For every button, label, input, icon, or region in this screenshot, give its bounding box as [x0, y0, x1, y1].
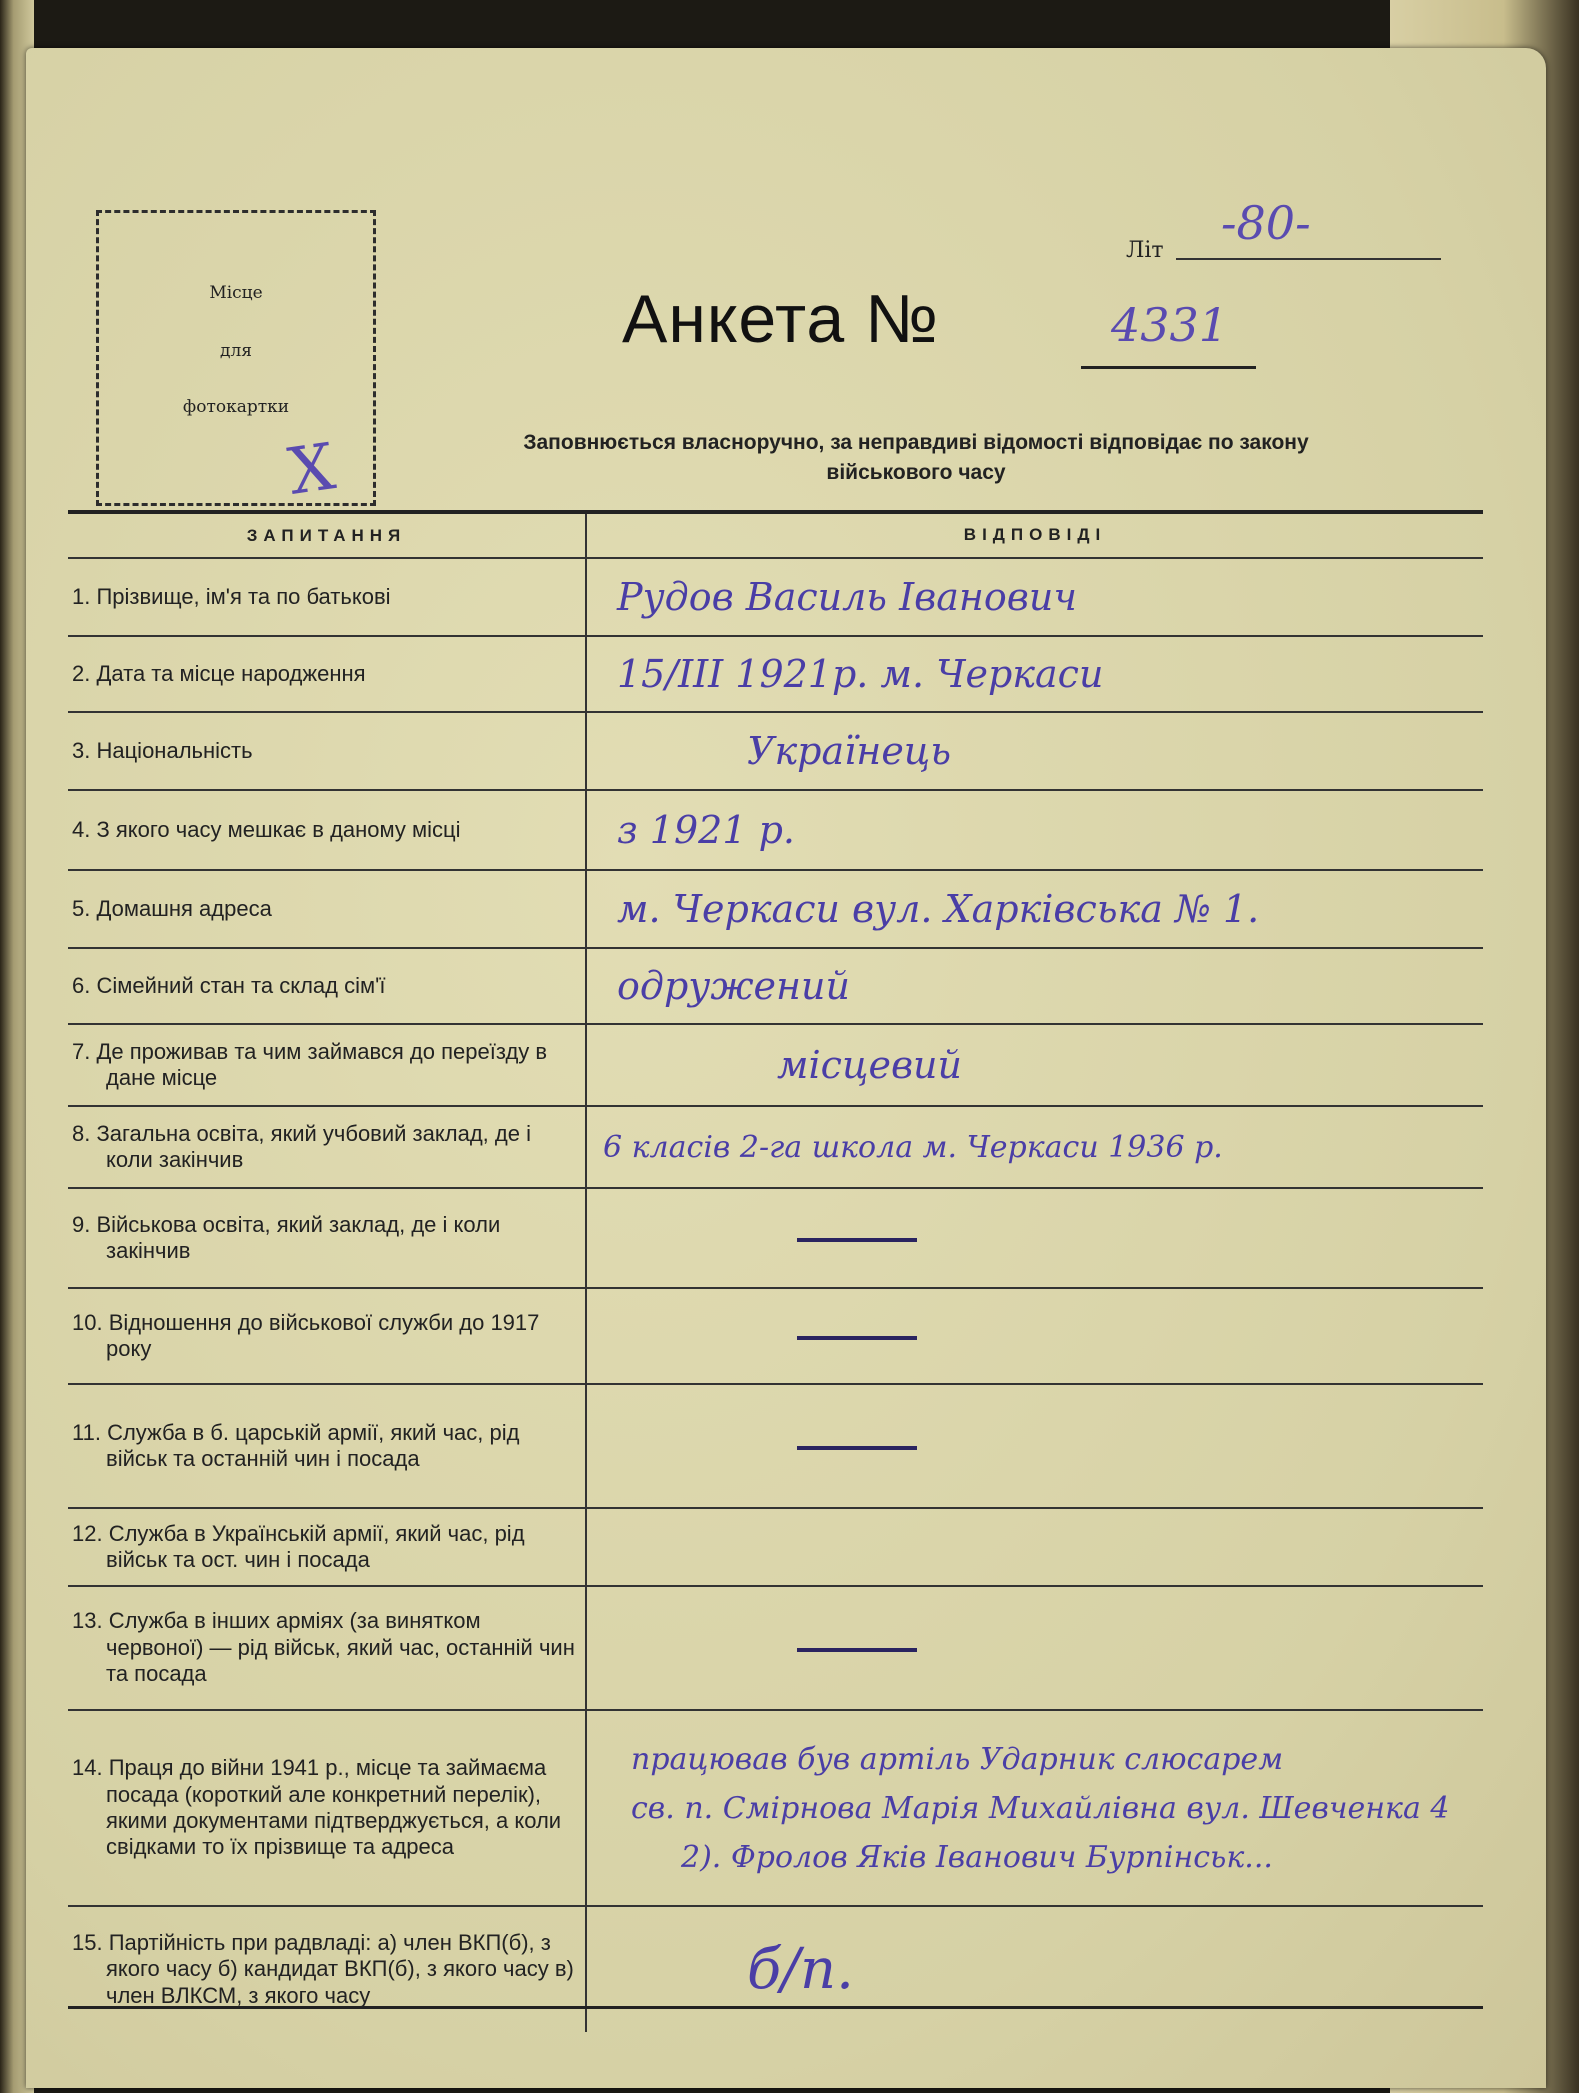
form-number: 4331 [1111, 298, 1229, 352]
answer-15: б/п. [747, 1937, 854, 2002]
answer-14-line-3: 2). Фролов Яків Іванович Бурпінськ... [681, 1839, 1273, 1875]
table-row [68, 558, 1483, 636]
answer-8: 6 класів 2-га школа м. Черкаси 1936 р. [603, 1129, 1223, 1165]
subtitle-line-2: військового часу [826, 461, 1006, 485]
question-8: 8. Загальна освіта, який учбовий заклад, де і коли закінчив [68, 1106, 586, 1188]
question-5: 5. Домашня адреса [68, 870, 586, 948]
column-header-questions: ЗАПИТАННЯ [68, 512, 586, 558]
form-page [26, 48, 1546, 2088]
question-15: 15. Партійність при радвладі: а) член ВКП(б), з якого часу б) кандидат ВКП(б), з якого часу в) член ВЛКСМ, з якого часу [68, 1906, 586, 2032]
table-row [68, 1906, 1483, 2032]
answer-13-dash [797, 1648, 917, 1652]
question-14: 14. Праця до війни 1941 р., місце та займаєма посада (короткий але конкретний перелік), якими документами підтверджується, а коли свідками то їх прізвище та адреса [68, 1710, 586, 1906]
table-row [68, 1288, 1483, 1384]
question-13: 13. Служба в інших арміях (за винятком червоної) — рід військ, який час, останній чин та посада [68, 1586, 586, 1710]
table-row [68, 636, 1483, 712]
subtitle-line-1: Заповнюється власноручно, за неправдиві відомості відповідає по закону [523, 431, 1309, 454]
answer-9-dash [797, 1238, 917, 1242]
question-12: 12. Служба в Українській армії, який час, рід військ та ост. чин і посада [68, 1508, 586, 1586]
table-row [68, 1106, 1483, 1188]
question-4: 4. З якого часу мешкає в даному місці [68, 790, 586, 870]
table-row [68, 1188, 1483, 1288]
lit-line [1176, 258, 1441, 260]
answer-6: одружений [617, 964, 850, 1008]
answer-5: м. Черкаси вул. Харківська № 1. [617, 887, 1260, 931]
photo-label-1: Місце [209, 283, 263, 303]
table-row [68, 1024, 1483, 1106]
table-row [68, 1384, 1483, 1508]
form-subtitle [406, 428, 1426, 489]
answer-3: Українець [747, 729, 952, 773]
lit-label: Літ [1126, 238, 1164, 263]
question-3: 3. Національність [68, 712, 586, 790]
question-10: 10. Відношення до військової служби до 1917 року [68, 1288, 586, 1384]
answer-14-line-2: св. п. Смірнова Марія Михайлівна вул. Шевченка 4 [631, 1790, 1450, 1826]
answer-14-line-1: працював був артіль Ударник слюсарем [631, 1741, 1284, 1777]
question-7: 7. Де проживав та чим займався до переїзду в дане місце [68, 1024, 586, 1106]
answer-1: Рудов Василь Іванович [617, 575, 1077, 619]
table-row [68, 1710, 1483, 1906]
answer-4: з 1921 р. [617, 808, 795, 852]
form-title: Анкета № [622, 281, 940, 357]
question-6: 6. Сімейний стан та склад сім'ї [68, 948, 586, 1024]
answer-2: 15/III 1921р. м. Черкаси [617, 652, 1104, 696]
photo-label-3: фотокартки [182, 397, 290, 417]
table-row [68, 870, 1483, 948]
photo-box [96, 210, 376, 510]
questionnaire-table [68, 510, 1483, 2032]
photo-x-mark: X [284, 430, 340, 510]
answer-11-dash [797, 1446, 917, 1450]
question-11: 11. Служба в б. царській армії, який час, рід військ та останній чин і посада [68, 1384, 586, 1508]
table-row [68, 948, 1483, 1024]
answer-7: місцевий [777, 1043, 963, 1087]
bottom-rule [68, 2006, 1483, 2009]
table-row [68, 790, 1483, 870]
table-row [68, 1586, 1483, 1710]
column-header-answers: ВІДПОВІДІ [586, 512, 1483, 558]
question-9: 9. Військова освіта, який заклад, де і коли закінчив [68, 1188, 586, 1288]
photo-label-2: для [220, 341, 252, 361]
question-2: 2. Дата та місце народження [68, 636, 586, 712]
title-number-line [1081, 366, 1256, 369]
question-1: 1. Прізвище, ім'я та по батькові [68, 558, 586, 636]
table-row [68, 712, 1483, 790]
lit-value: -80- [1221, 196, 1311, 250]
answer-10-dash [797, 1336, 917, 1340]
table-row [68, 1508, 1483, 1586]
